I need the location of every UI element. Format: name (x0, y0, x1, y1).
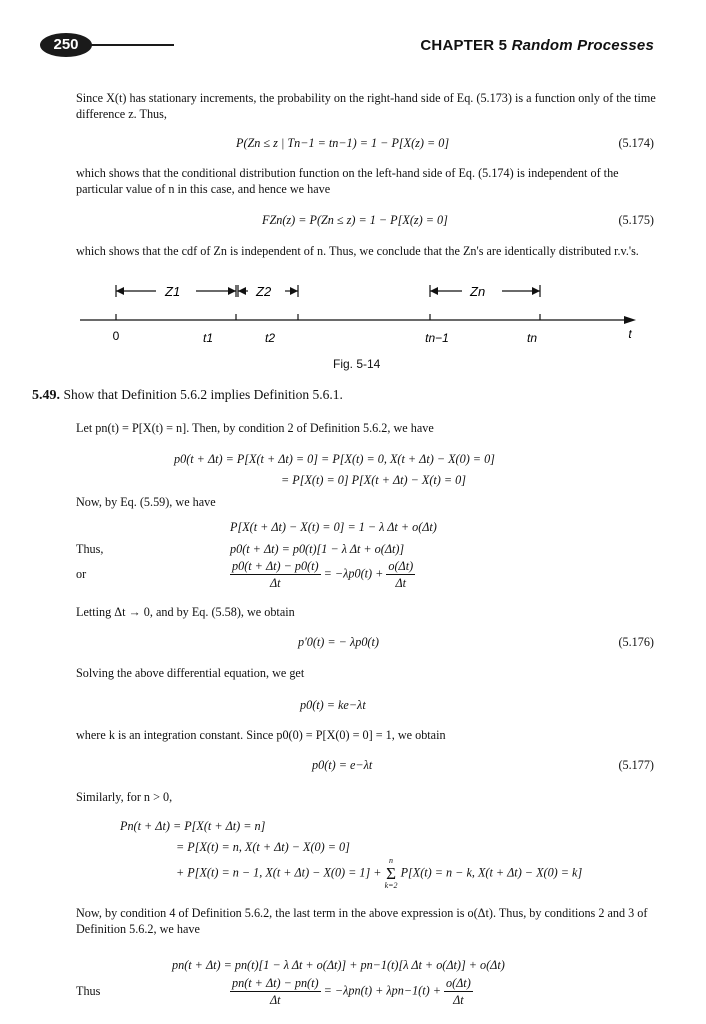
equation-pn-line3 (176, 857, 582, 890)
fraction-numerator: pn(t + Δt) − pn(t) (230, 975, 321, 992)
paragraph-letting: Letting Δt → 0, and by Eq. (5.58), we obtain (76, 605, 295, 619)
paragraph-let-pn: Let pn(t) = P[X(t) = n]. Then, by condition 2 of Definition 5.6.2, we have (76, 421, 434, 435)
equation-p0-difference (230, 558, 415, 591)
fraction-denominator: Δt (453, 993, 464, 1008)
equation-general-solution: p0(t) = ke−λt (300, 698, 366, 712)
equation-5-174: P(Zn ≤ z | Tn−1 = tn−1) = 1 − P[X(z) = 0] (236, 136, 450, 150)
label-thus-1: Thus, (76, 542, 104, 556)
fraction-denominator: Δt (270, 993, 281, 1008)
summation (385, 857, 398, 890)
equation-pn-recursion: pn(t + Δt) = pn(t)[1 − λ Δt + o(Δt)] + pn−1(t)[λ Δt + o(Δt)] + o(Δt) (172, 958, 505, 972)
fraction-numerator: o(Δt) (386, 558, 415, 575)
equation-5-176: p′0(t) = − λp0(t) (298, 635, 379, 649)
paragraph-conditional: which shows that the conditional distribution function on the left-hand side of Eq. (5.174) is independent of the particular value of n in this case, and hence we have (76, 166, 619, 197)
tick-label-tn: tn (526, 331, 538, 345)
fraction-o-delta (386, 558, 415, 591)
equation-p0-line2: = P[X(t) = 0] P[X(t + Δt) − X(t) = 0] (281, 473, 467, 487)
label-or: or (76, 567, 87, 581)
chapter-title: Random Processes (511, 37, 654, 54)
label-z1: Z1 (165, 284, 181, 299)
equation-5-177: p0(t) = e−λt (312, 758, 373, 772)
paragraph-cdf: which shows that the cdf of Zn is independent of n. Thus, we conclude that the Zn's are identically distributed r.v.'s. (76, 244, 639, 258)
equation-number-5-176: (5.176) (618, 635, 654, 649)
equation-number-5-177: (5.177) (618, 758, 654, 772)
equation-pn-line2: = P[X(t) = n, X(t + Δt) − X(0) = 0] (176, 840, 350, 854)
equation-pn-line3-second: P[X(t) = n − k, X(t + Δt) − X(0) = k] (400, 865, 583, 880)
label-thus-2: Thus (76, 984, 101, 998)
figure-caption: Fig. 5-14 (333, 357, 381, 371)
equation-p0-recursion: p0(t + Δt) = p0(t)[1 − λ Δt + o(Δt)] (230, 542, 405, 556)
paragraph-eq-559: Now, by Eq. (5.59), we have (76, 495, 216, 509)
axis-arrowhead (624, 316, 636, 324)
tick-label-tn-1: tn−1 (425, 331, 449, 345)
problem-statement: Show that Definition 5.6.2 implies Definition 5.6.1. (63, 387, 343, 402)
label-z2: Z2 (256, 284, 272, 299)
fraction-p0-diff (230, 558, 321, 591)
equation-5-175: FZn(z) = P(Zn ≤ z) = 1 − P[X(z) = 0] (262, 213, 448, 227)
equation-p0-line1: p0(t + Δt) = P[X(t + Δt) = 0] = P[X(t) = 0, X(t + Δt) − X(0) = 0] (174, 452, 495, 466)
chapter-label: CHAPTER 5 (420, 37, 508, 54)
paragraph-integration-constant: where k is an integration constant. Since p0(0) = P[X(0) = 0] = 1, we obtain (76, 728, 446, 742)
tick-label-t2: t2 (264, 331, 276, 345)
fraction-numerator: o(Δt) (444, 975, 473, 992)
figure-5-14-timeline (70, 280, 640, 355)
equation-number-5-175: (5.175) (618, 213, 654, 227)
problem-heading (32, 386, 343, 405)
summation-sigma: Σ (386, 864, 396, 883)
fraction-denominator: Δt (270, 576, 281, 591)
page-number-badge: 250 (40, 33, 92, 57)
chapter-heading (420, 36, 654, 56)
equation-pn-line3-first: + P[X(t) = n − 1, X(t + Δt) − X(0) = 1] + (176, 865, 382, 880)
equation-middle: = −λp0(t) + (323, 566, 384, 581)
summation-lower: k=2 (384, 881, 398, 890)
equation-number-5-174: (5.174) (618, 136, 654, 150)
fraction-numerator: p0(t + Δt) − p0(t) (230, 558, 321, 575)
equation-increment-prob: P[X(t + Δt) − X(t) = 0] = 1 − λ Δt + o(Δt) (230, 520, 437, 534)
tick-label-t1: t1 (202, 331, 214, 345)
equation-pn-difference (230, 975, 473, 1008)
fraction-o-delta (444, 975, 473, 1008)
tick-label-t: t (628, 327, 632, 341)
fraction-denominator: Δt (395, 576, 407, 591)
tick-label-0: 0 (112, 329, 120, 343)
paragraph-solving: Solving the above differential equation, we get (76, 666, 305, 680)
equation-middle: = −λpn(t) + λpn−1(t) + (323, 983, 441, 998)
axis-ticks (116, 314, 540, 320)
paragraph-similarly: Similarly, for n > 0, (76, 790, 173, 804)
equation-pn-line1: Pn(t + Δt) = P[X(t + Δt) = n] (120, 819, 266, 833)
header-rule (88, 44, 174, 46)
paragraph-stationary: Since X(t) has stationary increments, the probability on the right-hand side of Eq. (5.173) is a function only of the time difference z. Thus, (76, 91, 656, 122)
problem-number: 5.49. (32, 388, 60, 403)
summation-upper: n (389, 856, 394, 865)
paragraph-condition-4: Now, by condition 4 of Definition 5.6.2, the last term in the above expression is o(Δt). Thus, by conditions 2 and 3 of Definition 5.6.2, we have (76, 906, 648, 937)
label-zn: Zn (470, 284, 486, 299)
fraction-pn-diff (230, 975, 321, 1008)
